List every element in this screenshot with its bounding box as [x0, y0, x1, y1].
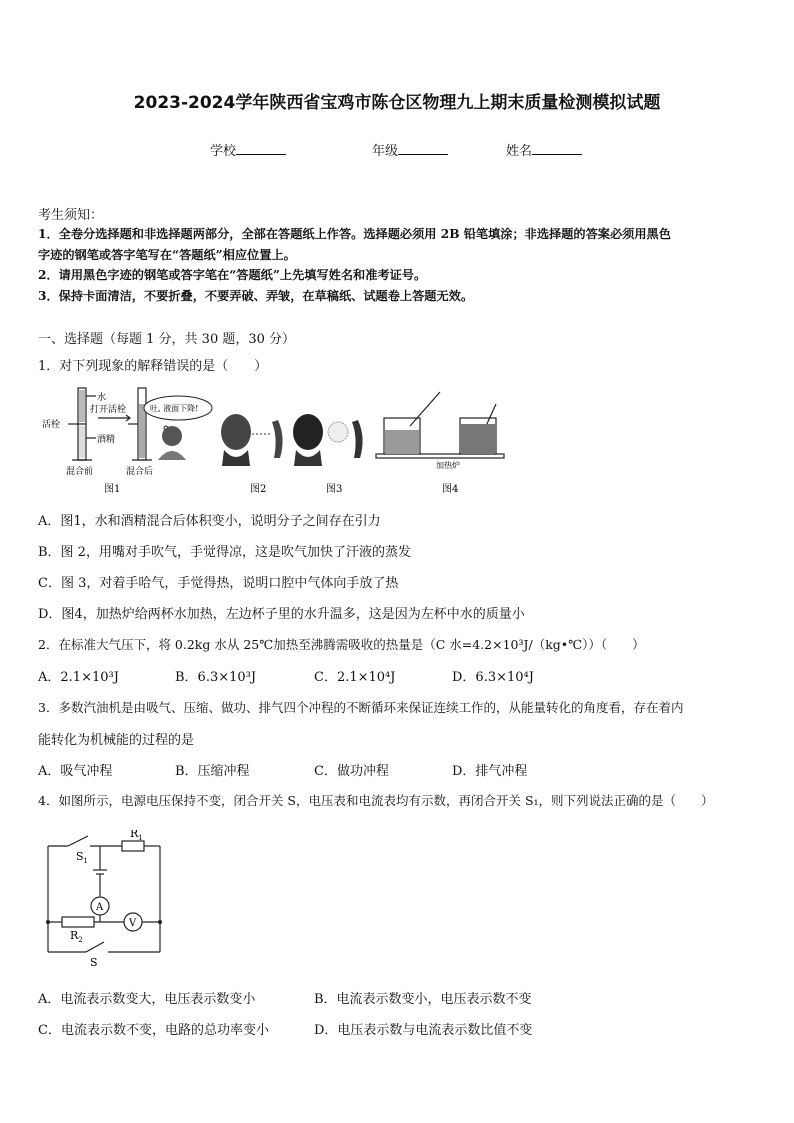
label-water: 水 [97, 393, 107, 403]
q2-option-d: D．6.3×10⁴J [452, 670, 534, 685]
label-before: 混合前 [66, 467, 94, 477]
label-after: 混合后 [126, 467, 154, 477]
name-field: 姓名 [506, 140, 582, 159]
page-title: 2023-2024学年陕西省宝鸡市陈仓区物理九上期末质量检测模拟试题 [133, 93, 661, 113]
q4-option-a: A．电流表示数变大，电压表示数变小 [38, 992, 256, 1007]
fig2-person [221, 414, 283, 466]
fig3-person [293, 414, 363, 466]
fig4-caption: 图4 [442, 484, 459, 495]
notice-line-1: 1．全卷分选择题和非选择题两部分，全部在答题纸上作答。选择题必须用 2B 铅笔填涂；非选择题的答案必须用黑色 [38, 227, 671, 241]
q1-option-a: A．图1，水和酒精混合后体积变小，说明分子之间存在引力 [38, 514, 381, 529]
water-fill [79, 390, 85, 422]
person-body [158, 451, 186, 460]
q1-option-c: C．图 3，对着手哈气，手觉得热，说明口腔中气体向手放了热 [38, 576, 399, 591]
q3-option-a: A．吸气冲程 [38, 764, 113, 779]
q1-figure [38, 380, 538, 498]
q2-stem: 2．在标准大气压下，将 0.2kg 水从 25℃加热至沸腾需吸收的热量是（C 水=4.2×10³J/（kg•℃））（ ） [38, 637, 645, 652]
label-s: S [90, 956, 98, 969]
notice-heading: 考生须知： [38, 208, 104, 223]
fig2-caption: 图2 [250, 484, 267, 495]
section-heading: 一、选择题（每题 1 分，共 30 题，30 分） [38, 332, 296, 347]
notice-line-1b: 字迹的钢笔或答字笔写在“答题纸”相应位置上。 [38, 248, 296, 262]
q3-stem-line2: 能转化为机械能的过程的是 [38, 733, 195, 748]
notice-line-2: 2．请用黑色字迹的钢笔或答字笔在“答题纸”上先填写姓名和准考证号。 [38, 268, 427, 282]
bubble-text: 吐, 液面下降! [150, 404, 199, 413]
voltmeter-icon: V [129, 918, 137, 929]
q4-option-c: C．电流表示数不变，电路的总功率变小 [38, 1023, 269, 1038]
q2-option-b: B．6.3×10³J [175, 670, 257, 685]
q4-stem: 4．如图所示，电源电压保持不变，闭合开关 S，电压表和电流表均有示数，再闭合开关 S₁，则下列说法正确的是（ ） [38, 793, 714, 808]
ammeter-icon: A [96, 902, 104, 913]
notice-line-3: 3．保持卡面清洁，不要折叠，不要弄破、弄皱，在草稿纸、试题卷上答题无效。 [38, 289, 474, 303]
mixed-fill [139, 404, 145, 458]
q4-circuit [38, 830, 178, 970]
right-beaker-water [461, 424, 495, 454]
label-r1: $R_1$ [130, 830, 143, 842]
grade-field: 年级 [372, 140, 448, 159]
label-heater: 加热炉 [436, 461, 460, 470]
fig1-caption: 图1 [104, 484, 121, 495]
q2-option-c: C．2.1×10⁴J [314, 670, 396, 685]
q2-option-a: A．2.1×10³J [38, 670, 119, 685]
q1-option-d: D．图4，加热炉给两杯水加热，左边杯子里的水升温多，这是因为左杯中水的质量小 [38, 607, 525, 622]
q3-stem-line1: 3．多数汽油机是由吸气、压缩、做功、排气四个冲程的不断循环来保证连续工作的，从能量转化的角度看，存在着内 [38, 700, 684, 715]
q3-option-c: C．做功冲程 [314, 764, 389, 779]
label-alcohol: 酒精 [97, 435, 116, 445]
label-r2: $R_2$ [70, 929, 83, 944]
left-beaker-water [385, 430, 419, 454]
label-open-valve: 打开活栓 [90, 405, 127, 415]
q4-option-d: D．电压表示数与电流表示数比值不变 [314, 1023, 533, 1038]
label-valve: 活栓 [42, 420, 61, 430]
q3-option-d: D．排气冲程 [452, 764, 528, 779]
q3-option-b: B．压缩冲程 [175, 764, 250, 779]
person-head [162, 426, 182, 446]
q1-option-b: B．图 2，用嘴对手吹气，手觉得凉，这是吹气加快了汗液的蒸发 [38, 545, 411, 560]
alcohol-fill [79, 426, 85, 458]
school-field: 学校 [210, 140, 286, 159]
label-s1: $S_1$ [76, 850, 89, 865]
q1-stem: 1．对下列现象的解释错误的是（ ） [38, 359, 268, 374]
q4-option-b: B．电流表示数变小，电压表示数不变 [314, 992, 532, 1007]
fig3-caption: 图3 [326, 484, 343, 495]
